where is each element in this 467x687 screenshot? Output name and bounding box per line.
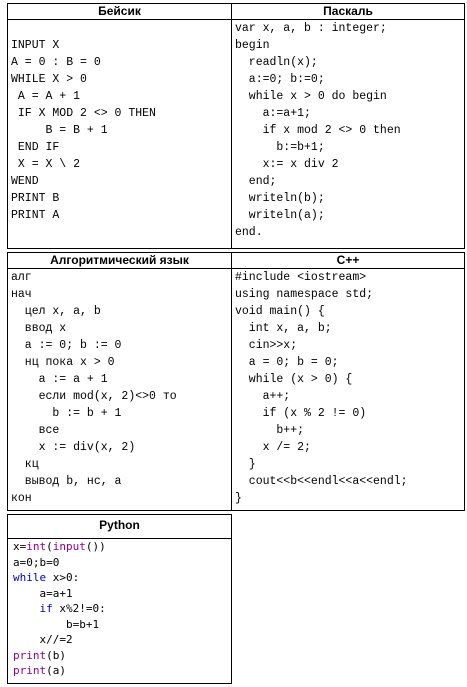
code-line: writeln(a); (235, 209, 325, 222)
code-line: X = X \ 2 (11, 158, 81, 171)
pascal-header: Паскаль (323, 4, 373, 18)
code-line: цел x, a, b (11, 305, 101, 318)
top-divider-vertical (231, 3, 232, 249)
code-line: a=0;b=0 (13, 555, 60, 569)
code-line: b=b+1 (13, 617, 100, 631)
code-line: print(b) (13, 648, 66, 662)
code-line: кон (11, 492, 32, 505)
code-line: A = A + 1 (11, 90, 81, 103)
code-line: IF X MOD 2 <> 0 THEN (11, 107, 156, 120)
code-line: begin (235, 39, 270, 52)
code-line: b := b + 1 (11, 407, 122, 420)
algo-header: Алгоритмический язык (50, 253, 189, 267)
code-line: алг (11, 271, 32, 284)
cpp-header: C++ (336, 253, 360, 267)
algo-code (11, 269, 177, 507)
code-line: print(a) (13, 664, 66, 677)
basic-header: Бейсик (98, 4, 141, 18)
code-line: b:=b+1; (235, 141, 325, 154)
basic-code (11, 20, 156, 224)
code-line: ввод x (11, 322, 67, 335)
code-line: a:=a+1; (235, 107, 311, 120)
code-line: INPUT X (11, 39, 60, 52)
code-line: readln(x); (235, 56, 318, 69)
code-line: PRINT A (11, 209, 60, 222)
code-line: x//=2 (13, 633, 73, 646)
code-line: if x%2!=0: (39, 602, 106, 615)
code-line: cout<<b<<endl<<a<<endl; (235, 475, 408, 488)
code-line: a:=0; b:=0; (235, 73, 325, 86)
python-code (13, 539, 106, 679)
code-line: END IF (11, 141, 60, 154)
code-line: } (235, 492, 242, 505)
code-line: writeln(b); (235, 192, 325, 205)
code-line (11, 20, 156, 37)
code-line: var x, a, b : integer; (235, 22, 387, 35)
code-line: while x > 0 do begin (235, 90, 387, 103)
code-line: #include <iostream> (235, 271, 367, 284)
code-line: end; (235, 175, 277, 188)
code-line: cin>>x; (235, 339, 298, 352)
code-line: если mod(x, 2)<>0 то (11, 390, 177, 403)
code-line: end. (235, 226, 263, 239)
code-line: PRINT B (11, 192, 60, 205)
code-line: x=int(input()) (13, 540, 106, 553)
python-header: Python (99, 518, 140, 532)
pascal-code (235, 20, 401, 241)
code-line: a=a+1 (13, 586, 73, 600)
code-line: void main() { (235, 305, 325, 318)
code-line: a++; (235, 390, 291, 403)
code-line: if (x % 2 != 0) (235, 407, 367, 420)
code-line: a := 0; b := 0 (11, 339, 122, 352)
code-line: } (235, 458, 256, 471)
code-line: x:= x div 2 (235, 158, 339, 171)
code-line: кц (11, 458, 39, 471)
code-line: a := a + 1 (11, 373, 108, 386)
code-line: while x>0: (13, 571, 80, 584)
code-line: b++; (235, 424, 305, 437)
code-line: нач (11, 288, 32, 301)
code-line: вывод b, нс, a (11, 475, 122, 488)
code-line: using namespace std; (235, 288, 374, 301)
code-line: int x, a, b; (235, 322, 332, 335)
code-line: if x mod 2 <> 0 then (235, 124, 401, 137)
cpp-code (235, 269, 408, 507)
code-line: A = 0 : B = 0 (11, 56, 101, 69)
code-line: x := div(x, 2) (11, 441, 136, 454)
code-line: a = 0; b = 0; (235, 356, 339, 369)
middle-divider-vertical (231, 252, 232, 511)
code-line: WEND (11, 175, 39, 188)
code-line: все (11, 424, 60, 437)
code-line: x /= 2; (235, 441, 311, 454)
code-line: B = B + 1 (11, 124, 108, 137)
code-line: while (x > 0) { (235, 373, 353, 386)
code-line: нц пока x > 0 (11, 356, 115, 369)
code-line: WHILE X > 0 (11, 73, 87, 86)
